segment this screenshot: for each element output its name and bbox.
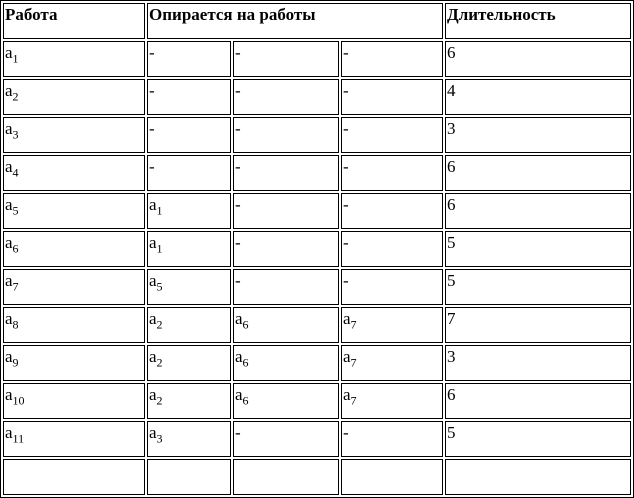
dependency-cell-1 bbox=[147, 459, 231, 495]
work-cell: $a_2$ bbox=[3, 79, 145, 115]
dependency-cell-1: $a_2$ bbox=[147, 383, 231, 419]
duration-cell: 5 bbox=[445, 231, 631, 267]
duration-cell: 6 bbox=[445, 41, 631, 77]
header-work: Работа bbox=[3, 3, 145, 39]
table-row bbox=[3, 155, 631, 191]
duration-cell: 3 bbox=[445, 117, 631, 153]
dependency-cell-1: - bbox=[147, 79, 231, 115]
dependency-cell-3: - bbox=[341, 155, 443, 191]
header-depends: Опирается на работы bbox=[147, 3, 443, 39]
dependency-cell-3 bbox=[341, 459, 443, 495]
duration-cell: 5 bbox=[445, 269, 631, 305]
work-cell bbox=[3, 459, 145, 495]
dependency-cell-1: $a_5$ bbox=[147, 269, 231, 305]
duration-cell: 5 bbox=[445, 421, 631, 457]
dependency-cell-3: - bbox=[341, 269, 443, 305]
dependency-cell-3: - bbox=[341, 41, 443, 77]
table-row bbox=[3, 231, 631, 267]
dependency-cell-2: - bbox=[233, 155, 339, 191]
table-row bbox=[3, 117, 631, 153]
work-cell: $a_6$ bbox=[3, 231, 145, 267]
duration-cell: 7 bbox=[445, 307, 631, 343]
dependency-cell-3: $a_7$ bbox=[341, 383, 443, 419]
table-row bbox=[3, 193, 631, 229]
duration-cell: 6 bbox=[445, 155, 631, 191]
table-row bbox=[3, 41, 631, 77]
dependency-cell-1: - bbox=[147, 155, 231, 191]
work-cell: $a_4$ bbox=[3, 155, 145, 191]
dependency-cell-2: - bbox=[233, 269, 339, 305]
dependency-cell-3: - bbox=[341, 193, 443, 229]
duration-cell: 4 bbox=[445, 79, 631, 115]
work-cell: $a_5$ bbox=[3, 193, 145, 229]
work-cell: $a_8$ bbox=[3, 307, 145, 343]
dependency-cell-3: - bbox=[341, 117, 443, 153]
table-row bbox=[3, 269, 631, 305]
dependency-cell-1: $a_1$ bbox=[147, 193, 231, 229]
work-cell: $a_9$ bbox=[3, 345, 145, 381]
dependency-cell-1: $a_1$ bbox=[147, 231, 231, 267]
table-row bbox=[3, 345, 631, 381]
dependency-cell-1: - bbox=[147, 117, 231, 153]
dependency-cell-1: - bbox=[147, 41, 231, 77]
dependency-cell-2: - bbox=[233, 421, 339, 457]
dependency-cell-2: $a_6$ bbox=[233, 307, 339, 343]
table-row-partial bbox=[3, 459, 631, 495]
dependency-cell-3: $a_7$ bbox=[341, 345, 443, 381]
duration-cell: 3 bbox=[445, 345, 631, 381]
dependency-cell-1: $a_2$ bbox=[147, 307, 231, 343]
dependency-cell-1: $a_2$ bbox=[147, 345, 231, 381]
dependency-cell-2: - bbox=[233, 231, 339, 267]
dependency-cell-3: - bbox=[341, 79, 443, 115]
dependency-cell-3: - bbox=[341, 231, 443, 267]
dependency-cell-2: $a_6$ bbox=[233, 383, 339, 419]
table-row bbox=[3, 307, 631, 343]
table-row bbox=[3, 383, 631, 419]
work-cell: $a_7$ bbox=[3, 269, 145, 305]
duration-cell bbox=[445, 459, 631, 495]
duration-cell: 6 bbox=[445, 383, 631, 419]
dependency-cell-1: $a_3$ bbox=[147, 421, 231, 457]
table-header-row bbox=[3, 3, 631, 39]
dependency-cell-2: $a_6$ bbox=[233, 345, 339, 381]
work-cell: $a_{10}$ bbox=[3, 383, 145, 419]
dependency-cell-2: - bbox=[233, 117, 339, 153]
table-row bbox=[3, 79, 631, 115]
dependency-cell-2: - bbox=[233, 193, 339, 229]
dependency-cell-2: - bbox=[233, 41, 339, 77]
table-row bbox=[3, 421, 631, 457]
dependency-cell-3: $a_7$ bbox=[341, 307, 443, 343]
header-duration: Длительность bbox=[445, 3, 631, 39]
work-cell: $a_1$ bbox=[3, 41, 145, 77]
work-cell: $a_{11}$ bbox=[3, 421, 145, 457]
duration-cell: 6 bbox=[445, 193, 631, 229]
dependency-cell-2 bbox=[233, 459, 339, 495]
dependency-cell-2: - bbox=[233, 79, 339, 115]
dependency-cell-3: - bbox=[341, 421, 443, 457]
work-cell: $a_3$ bbox=[3, 117, 145, 153]
